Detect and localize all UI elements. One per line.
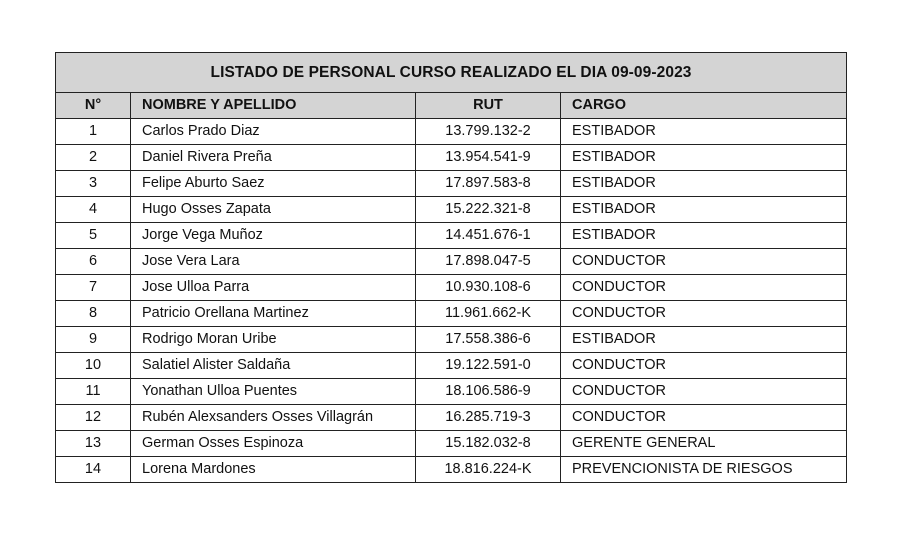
cell-num: 4 bbox=[56, 197, 131, 223]
cell-name: Salatiel Alister Saldaña bbox=[131, 353, 416, 379]
cell-num: 14 bbox=[56, 457, 131, 483]
cell-cargo: CONDUCTOR bbox=[561, 301, 847, 327]
cell-name: Daniel Rivera Preña bbox=[131, 145, 416, 171]
cell-rut: 13.954.541-9 bbox=[416, 145, 561, 171]
cell-cargo: GERENTE GENERAL bbox=[561, 431, 847, 457]
cell-rut: 15.182.032-8 bbox=[416, 431, 561, 457]
cell-name: Carlos Prado Diaz bbox=[131, 119, 416, 145]
cell-rut: 14.451.676-1 bbox=[416, 223, 561, 249]
column-header-rut: RUT bbox=[416, 93, 561, 119]
cell-cargo: ESTIBADOR bbox=[561, 197, 847, 223]
cell-rut: 18.816.224-K bbox=[416, 457, 561, 483]
cell-num: 2 bbox=[56, 145, 131, 171]
table-row bbox=[56, 405, 847, 431]
cell-rut: 17.558.386-6 bbox=[416, 327, 561, 353]
table-row bbox=[56, 145, 847, 171]
cell-cargo: CONDUCTOR bbox=[561, 379, 847, 405]
cell-name: Felipe Aburto Saez bbox=[131, 171, 416, 197]
table-row bbox=[56, 431, 847, 457]
table-header-row bbox=[56, 93, 847, 119]
cell-num: 11 bbox=[56, 379, 131, 405]
cell-name: Lorena Mardones bbox=[131, 457, 416, 483]
cell-name: Yonathan Ulloa Puentes bbox=[131, 379, 416, 405]
cell-name: Patricio Orellana Martinez bbox=[131, 301, 416, 327]
cell-num: 8 bbox=[56, 301, 131, 327]
cell-rut: 18.106.586-9 bbox=[416, 379, 561, 405]
cell-num: 12 bbox=[56, 405, 131, 431]
table-row bbox=[56, 457, 847, 483]
personnel-table bbox=[55, 52, 847, 483]
cell-cargo: CONDUCTOR bbox=[561, 405, 847, 431]
cell-name: Hugo Osses Zapata bbox=[131, 197, 416, 223]
table-row bbox=[56, 119, 847, 145]
column-header-cargo: CARGO bbox=[561, 93, 847, 119]
cell-rut: 17.897.583-8 bbox=[416, 171, 561, 197]
cell-rut: 17.898.047-5 bbox=[416, 249, 561, 275]
cell-name: Jose Ulloa Parra bbox=[131, 275, 416, 301]
table-row bbox=[56, 275, 847, 301]
cell-rut: 19.122.591-0 bbox=[416, 353, 561, 379]
table-row bbox=[56, 379, 847, 405]
cell-num: 5 bbox=[56, 223, 131, 249]
cell-cargo: ESTIBADOR bbox=[561, 223, 847, 249]
cell-cargo: CONDUCTOR bbox=[561, 275, 847, 301]
cell-num: 10 bbox=[56, 353, 131, 379]
cell-cargo: ESTIBADOR bbox=[561, 119, 847, 145]
cell-name: Jose Vera Lara bbox=[131, 249, 416, 275]
cell-cargo: ESTIBADOR bbox=[561, 145, 847, 171]
cell-num: 1 bbox=[56, 119, 131, 145]
cell-name: Rodrigo Moran Uribe bbox=[131, 327, 416, 353]
cell-num: 6 bbox=[56, 249, 131, 275]
cell-rut: 15.222.321-8 bbox=[416, 197, 561, 223]
cell-num: 13 bbox=[56, 431, 131, 457]
column-header-num: N° bbox=[56, 93, 131, 119]
table-row bbox=[56, 171, 847, 197]
cell-num: 9 bbox=[56, 327, 131, 353]
cell-rut: 16.285.719-3 bbox=[416, 405, 561, 431]
table-row bbox=[56, 249, 847, 275]
cell-rut: 10.930.108-6 bbox=[416, 275, 561, 301]
cell-num: 3 bbox=[56, 171, 131, 197]
cell-cargo: ESTIBADOR bbox=[561, 327, 847, 353]
table-row bbox=[56, 353, 847, 379]
table-title-row bbox=[56, 53, 847, 93]
table-row bbox=[56, 223, 847, 249]
cell-num: 7 bbox=[56, 275, 131, 301]
cell-name: Rubén Alexsanders Osses Villagrán bbox=[131, 405, 416, 431]
table-row bbox=[56, 327, 847, 353]
cell-cargo: CONDUCTOR bbox=[561, 353, 847, 379]
cell-cargo: CONDUCTOR bbox=[561, 249, 847, 275]
cell-cargo: PREVENCIONISTA DE RIESGOS bbox=[561, 457, 847, 483]
table-title: LISTADO DE PERSONAL CURSO REALIZADO EL DIA 09-09-2023 bbox=[56, 53, 847, 93]
cell-cargo: ESTIBADOR bbox=[561, 171, 847, 197]
table-row bbox=[56, 301, 847, 327]
table-row bbox=[56, 197, 847, 223]
cell-rut: 11.961.662-K bbox=[416, 301, 561, 327]
cell-name: German Osses Espinoza bbox=[131, 431, 416, 457]
cell-rut: 13.799.132-2 bbox=[416, 119, 561, 145]
cell-name: Jorge Vega Muñoz bbox=[131, 223, 416, 249]
column-header-name: NOMBRE Y APELLIDO bbox=[131, 93, 416, 119]
